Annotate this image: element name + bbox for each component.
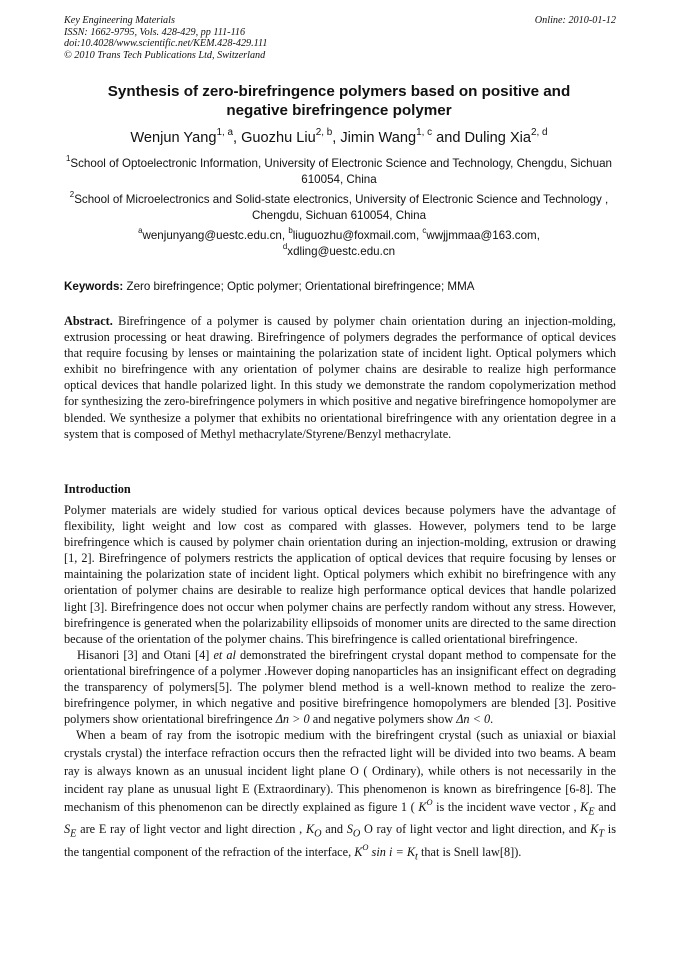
keywords-text: Zero birefringence; Optic polymer; Orientational birefringence; MMA xyxy=(123,280,475,293)
author-affiliation-mark: 2, b xyxy=(315,127,333,139)
math-subscript: t xyxy=(415,851,418,863)
affiliation-text: School of Optoelectronic Information, University of Electronic Science and Technology, Chengdu, Sichuan 610054, China xyxy=(70,157,612,186)
math-symbol: S xyxy=(64,822,71,837)
section-heading-introduction: Introduction xyxy=(64,482,131,496)
text-run: Hisanori [3] and Otani [4] xyxy=(77,647,214,662)
text-run: are E ray of light vector and light direction , xyxy=(76,822,306,837)
text-run: that is Snell law[8]). xyxy=(417,844,522,859)
math-s-o xyxy=(346,822,361,840)
affiliation-number: 2 xyxy=(69,190,75,200)
paper-title xyxy=(64,82,614,120)
intro-paragraph-2 xyxy=(64,647,616,727)
email-mark: a xyxy=(138,226,143,236)
math-symbol: K xyxy=(580,799,589,814)
author-name: Wenjun Yang xyxy=(130,130,217,146)
text-run: and xyxy=(321,822,347,837)
introduction-body xyxy=(64,502,616,866)
author-name: Guozhu Liu xyxy=(241,130,316,146)
math-symbol: K xyxy=(354,844,363,859)
keywords-label: Keywords: xyxy=(64,280,124,293)
affiliation-2 xyxy=(64,192,614,224)
affiliation-1 xyxy=(64,156,614,188)
affiliation-text: School of Microelectronics and Solid-state electronics, University of Electronic Science and Technology , Chengdu, Sichuan 610054, China xyxy=(74,193,609,222)
text-run: and xyxy=(594,799,616,814)
math-symbol: K xyxy=(305,822,315,837)
email-address: wenjunyang@uestc.edu.cn, xyxy=(142,229,289,242)
math-s-e xyxy=(64,822,77,840)
math-k-o xyxy=(418,800,432,814)
doi-line: doi:10.4028/www.scientific.net/KEM.428-429.111 xyxy=(64,38,268,50)
math-delta-n-positive: Δn > 0 xyxy=(275,712,310,727)
intro-paragraph-1: Polymer materials are widely studied for various optical devices because polymers have the advantage of flexibility, light weight and low cost as compared with glasses. However, polymers tend to be large birefringence which is caused by polymer chain orientation during an injection-molding, extrusion or drawing [1, 2]. Birefringence of polymers restricts the application of optical devices that require focusing by lenses or maintaining the polarization state of incident light. Optical polymers which exhibit no birefringence with any orientation of polymer chains are desirable to realize high performance optical devices that handle polarized light [3]. Birefringence does not occur when polymer chains are perfectly random without any stress. However, birefringence is generated when the polarizability ellipsoids of monomer units are directed to the same direction because of the orientation of the polymer chains. This birefringence is called orientational birefringence. xyxy=(64,503,616,646)
text-run: is the incident wave vector , xyxy=(432,799,581,814)
math-symbol: sin i = K xyxy=(368,844,416,859)
affiliation-number: 1 xyxy=(66,154,71,164)
author-affiliation-mark: 1, c xyxy=(416,127,433,139)
text-run: is the tangential component of the refraction of the interface, xyxy=(64,822,616,859)
author-name: Jimin Wang xyxy=(340,130,417,146)
title-line-1: Synthesis of zero-birefringence polymers based on positive and xyxy=(107,83,571,100)
math-subscript: O xyxy=(352,828,361,840)
math-symbol: K xyxy=(590,822,599,837)
text-run: and negative polymers show xyxy=(309,712,457,727)
email-address: xdling@uestc.edu.cn xyxy=(287,245,396,258)
math-k-o-sub xyxy=(305,822,322,840)
author-list xyxy=(64,129,614,147)
email-address: liuguozhu@foxmail.com, xyxy=(292,229,423,242)
text-run: . xyxy=(490,712,494,727)
math-subscript: E xyxy=(70,828,77,840)
math-snell-law xyxy=(354,842,418,863)
email-mark: d xyxy=(282,242,288,252)
text-run: When a beam of ray from the isotropic medium with the birefringent crystal (such as uniaxial or biaxial crystals crystal) the interface refraction occurs then the refracted light will be divided into two beams. A beam ray is always known as an unusual incident light plane O ( Ordinary), while others is not necessarily in the incident ray plane as unusual light E (Extraordinary). This phenomenon is known as birefringence [6-8]. The mechanism of this phenomenon can be directly explained as figure 1 ( xyxy=(64,728,616,814)
author-separator: and xyxy=(432,130,465,146)
email-list xyxy=(64,228,614,260)
abstract-label: Abstract. xyxy=(64,314,113,328)
author-separator: , xyxy=(332,130,341,146)
keywords xyxy=(64,280,616,294)
math-superscript: O xyxy=(426,798,433,808)
math-symbol: S xyxy=(346,822,353,837)
author-affiliation-mark: 2, d xyxy=(531,127,548,139)
math-delta-n-negative: Δn < 0 xyxy=(456,712,491,727)
abstract-text: Birefringence of a polymer is caused by polymer chain orientation during an injection-molding, extrusion processing or heat drawing. Birefringence of polymers degrades the performance of optical devices that require focusing by lenses or maintaining the polarization state of incident light. Optical polymers which exhibit no birefringence with any orientation of polymer chains are desirable to realize high performance optical devices that handle polarized light. In this study we demonstrate the random copolymerization method for synthesizing the zero-birefringence polymers in which positive and negative birefringence homopolymer are blended. We synthesize a polymer that exhibits no orientational birefringence with any orientation degree in a system that is composed of Methyl methacrylate/Styrene/Benzyl methacrylate. xyxy=(64,314,616,441)
email-mark: c xyxy=(422,226,427,236)
text-run-italic: et al xyxy=(213,647,236,662)
author-affiliation-mark: 1, a xyxy=(216,127,233,139)
intro-paragraph-3 xyxy=(64,727,616,866)
math-k-e xyxy=(580,799,595,818)
math-superscript: O xyxy=(362,842,369,852)
math-subscript: O xyxy=(314,828,322,840)
email-mark: b xyxy=(288,226,293,236)
math-k-t xyxy=(590,822,605,840)
issn-line: ISSN: 1662-9795, Vols. 428-429, pp 111-116 xyxy=(64,26,246,38)
title-line-2: negative birefringence polymer xyxy=(226,102,452,119)
copyright-line: © 2010 Trans Tech Publications Ltd, Switzerland xyxy=(64,49,266,61)
author-name: Duling Xia xyxy=(464,130,532,146)
journal-header xyxy=(64,15,616,61)
math-subscript: E xyxy=(588,806,595,818)
abstract xyxy=(64,313,616,442)
text-run: demonstrated the birefringent crystal dopant method to compensate for the orientational birefringence of a polymer .However doping nanoparticles has an insignificant effect on degrading the transparency of polymers[5]. The polymer blend method is a well-known method to realize the zero-birefringence polymer, in which negative and positive birefringence homopolymers are blended [3]. Positive polymers show orientational birefringence xyxy=(64,647,617,727)
author-separator: , xyxy=(232,130,242,146)
email-address: wwjjmmaa@163.com, xyxy=(426,229,540,242)
journal-name: Key Engineering Materials xyxy=(64,15,175,26)
text-run: O ray of light vector and light direction, and xyxy=(360,822,591,837)
online-date: Online: 2010-01-12 xyxy=(534,15,616,26)
math-subscript: T xyxy=(598,828,605,840)
math-symbol: K xyxy=(418,799,427,814)
